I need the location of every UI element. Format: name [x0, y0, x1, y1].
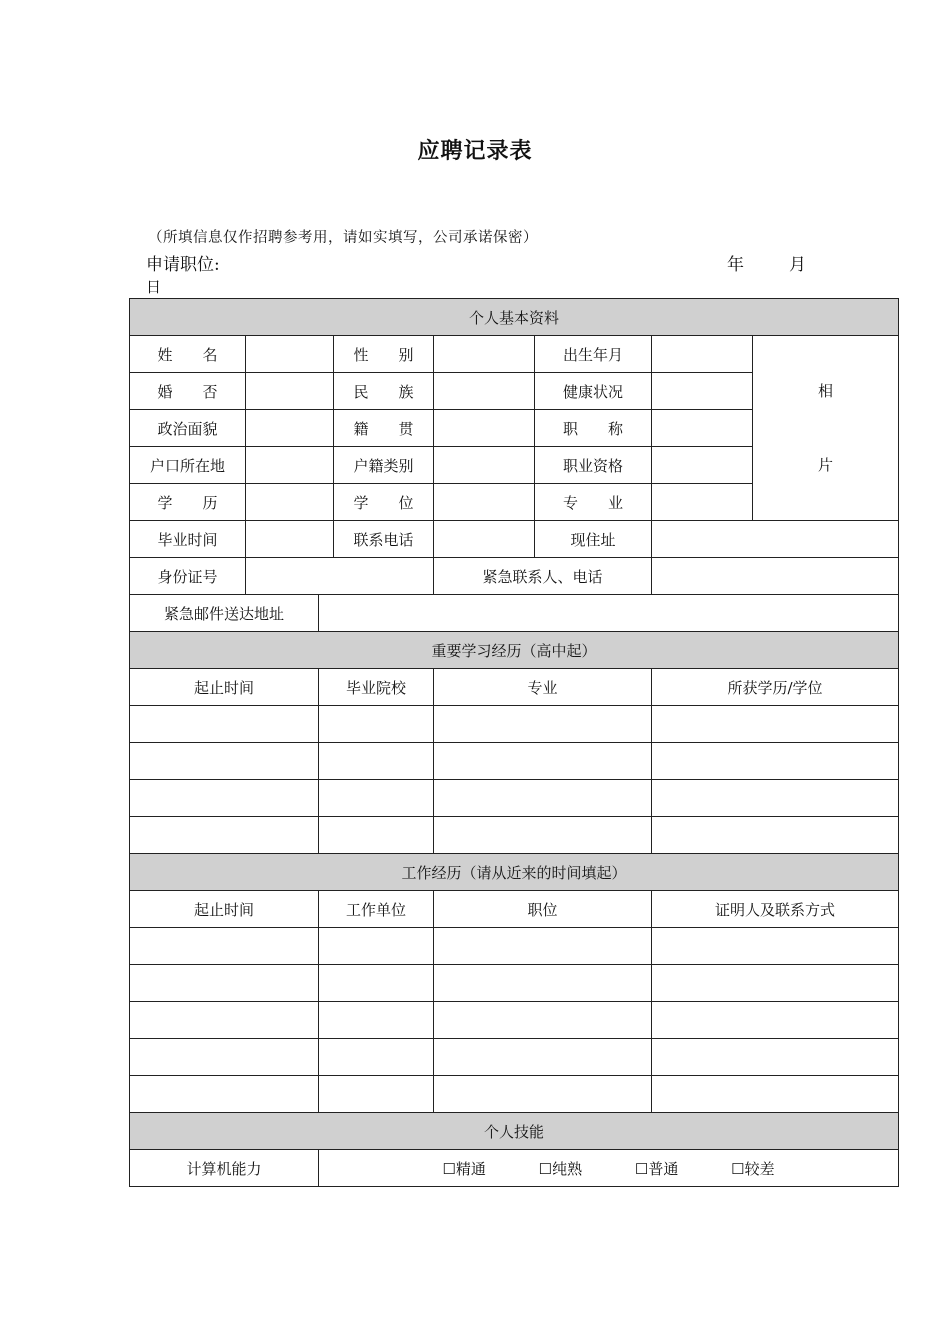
work-cell[interactable] — [319, 1076, 434, 1113]
edu-cell[interactable] — [130, 706, 319, 743]
day-label: 日 — [146, 278, 162, 296]
edu-cell[interactable] — [319, 743, 434, 780]
field-emergency-contact[interactable] — [652, 558, 899, 595]
field-major[interactable] — [652, 484, 753, 521]
field-native[interactable] — [434, 410, 535, 447]
work-cell[interactable] — [652, 1002, 899, 1039]
year-label: 年 — [727, 255, 744, 275]
edu-cell[interactable] — [434, 706, 652, 743]
field-id-number[interactable] — [246, 558, 434, 595]
section-work: 工作经历（请从近来的时间填起） — [130, 854, 899, 891]
work-cell[interactable] — [434, 1076, 652, 1113]
confidentiality-note: （所填信息仅作招聘参考用，请如实填写，公司承诺保密） — [148, 230, 538, 246]
photo-label-b: 片 — [818, 456, 834, 474]
work-row — [130, 1076, 899, 1113]
field-name[interactable] — [246, 336, 334, 373]
work-cell[interactable] — [434, 965, 652, 1002]
work-cell[interactable] — [434, 1039, 652, 1076]
checkbox-skilled[interactable]: ☐纯熟 — [538, 1159, 583, 1178]
edu-row — [130, 743, 899, 780]
label-address: 现住址 — [535, 521, 652, 558]
label-name: 姓 名 — [130, 336, 246, 373]
label-id-number: 身份证号 — [130, 558, 246, 595]
checkbox-average[interactable]: ☐普通 — [634, 1159, 679, 1178]
edu-cell[interactable] — [652, 743, 899, 780]
edu-header-school: 毕业院校 — [319, 669, 434, 706]
checkbox-proficient[interactable]: ☐精通 — [442, 1159, 486, 1178]
field-grad-time[interactable] — [246, 521, 334, 558]
edu-cell[interactable] — [130, 780, 319, 817]
edu-cell[interactable] — [652, 817, 899, 854]
label-computer-skill: 计算机能力 — [130, 1150, 319, 1187]
label-political: 政治面貌 — [130, 410, 246, 447]
edu-cell[interactable] — [130, 743, 319, 780]
work-cell[interactable] — [319, 1039, 434, 1076]
work-header-reference: 证明人及联系方式 — [652, 891, 899, 928]
edu-cell[interactable] — [319, 780, 434, 817]
edu-cell[interactable] — [434, 780, 652, 817]
label-hukou-type: 户籍类别 — [334, 447, 434, 484]
work-cell[interactable] — [130, 1002, 319, 1039]
field-ethnic[interactable] — [434, 373, 535, 410]
work-row — [130, 928, 899, 965]
field-health[interactable] — [652, 373, 753, 410]
label-grad-time: 毕业时间 — [130, 521, 246, 558]
field-phone[interactable] — [434, 521, 535, 558]
work-header-employer: 工作单位 — [319, 891, 434, 928]
work-header-period: 起止时间 — [130, 891, 319, 928]
edu-header-degree: 所获学历/学位 — [652, 669, 899, 706]
edu-cell[interactable] — [130, 817, 319, 854]
work-cell[interactable] — [130, 965, 319, 1002]
work-row — [130, 1002, 899, 1039]
label-gender: 性 别 — [334, 336, 434, 373]
month-label: 月 — [789, 255, 806, 275]
field-degree[interactable] — [434, 484, 535, 521]
section-education: 重要学习经历（高中起） — [130, 632, 899, 669]
page-title: 应聘记录表 — [417, 138, 533, 164]
photo-label-a: 相 — [818, 382, 834, 400]
label-job-title: 职 称 — [535, 410, 652, 447]
field-job-title[interactable] — [652, 410, 753, 447]
label-education: 学 历 — [130, 484, 246, 521]
application-form-table — [129, 298, 899, 1187]
work-cell[interactable] — [652, 1076, 899, 1113]
label-birth: 出生年月 — [535, 336, 652, 373]
field-marital[interactable] — [246, 373, 334, 410]
label-phone: 联系电话 — [334, 521, 434, 558]
section-basic-info: 个人基本资料 — [130, 299, 899, 336]
edu-header-period: 起止时间 — [130, 669, 319, 706]
work-cell[interactable] — [130, 1076, 319, 1113]
edu-cell[interactable] — [652, 706, 899, 743]
label-qualification: 职业资格 — [535, 447, 652, 484]
computer-skill-options — [319, 1150, 899, 1187]
work-cell[interactable] — [319, 928, 434, 965]
work-cell[interactable] — [652, 928, 899, 965]
work-cell[interactable] — [319, 965, 434, 1002]
apply-position-label: 申请职位: — [146, 255, 220, 275]
work-cell[interactable] — [652, 965, 899, 1002]
field-hukou-place[interactable] — [246, 447, 334, 484]
work-cell[interactable] — [130, 1039, 319, 1076]
edu-cell[interactable] — [319, 817, 434, 854]
label-mail-address: 紧急邮件送达地址 — [130, 595, 319, 632]
field-mail-address[interactable] — [319, 595, 899, 632]
edu-cell[interactable] — [652, 780, 899, 817]
label-ethnic: 民 族 — [334, 373, 434, 410]
work-cell[interactable] — [434, 1002, 652, 1039]
field-gender[interactable] — [434, 336, 535, 373]
work-row — [130, 1039, 899, 1076]
label-health: 健康状况 — [535, 373, 652, 410]
field-qualification[interactable] — [652, 447, 753, 484]
work-cell[interactable] — [434, 928, 652, 965]
field-address[interactable] — [652, 521, 899, 558]
label-emergency-contact: 紧急联系人、电话 — [434, 558, 652, 595]
work-header-position: 职位 — [434, 891, 652, 928]
work-cell[interactable] — [319, 1002, 434, 1039]
photo-area — [753, 336, 899, 521]
edu-row — [130, 817, 899, 854]
edu-cell[interactable] — [434, 743, 652, 780]
work-cell[interactable] — [130, 928, 319, 965]
edu-header-major: 专业 — [434, 669, 652, 706]
label-hukou-place: 户口所在地 — [130, 447, 246, 484]
label-marital: 婚 否 — [130, 373, 246, 410]
label-major: 专 业 — [535, 484, 652, 521]
field-education[interactable] — [246, 484, 334, 521]
edu-cell[interactable] — [319, 706, 434, 743]
work-cell[interactable] — [652, 1039, 899, 1076]
checkbox-poor[interactable]: ☐较差 — [731, 1159, 775, 1178]
field-birth[interactable] — [652, 336, 753, 373]
work-row — [130, 965, 899, 1002]
section-skills: 个人技能 — [130, 1113, 899, 1150]
label-native: 籍 贯 — [334, 410, 434, 447]
field-hukou-type[interactable] — [434, 447, 535, 484]
label-degree: 学 位 — [334, 484, 434, 521]
field-political[interactable] — [246, 410, 334, 447]
edu-row — [130, 706, 899, 743]
edu-row — [130, 780, 899, 817]
edu-cell[interactable] — [434, 817, 652, 854]
